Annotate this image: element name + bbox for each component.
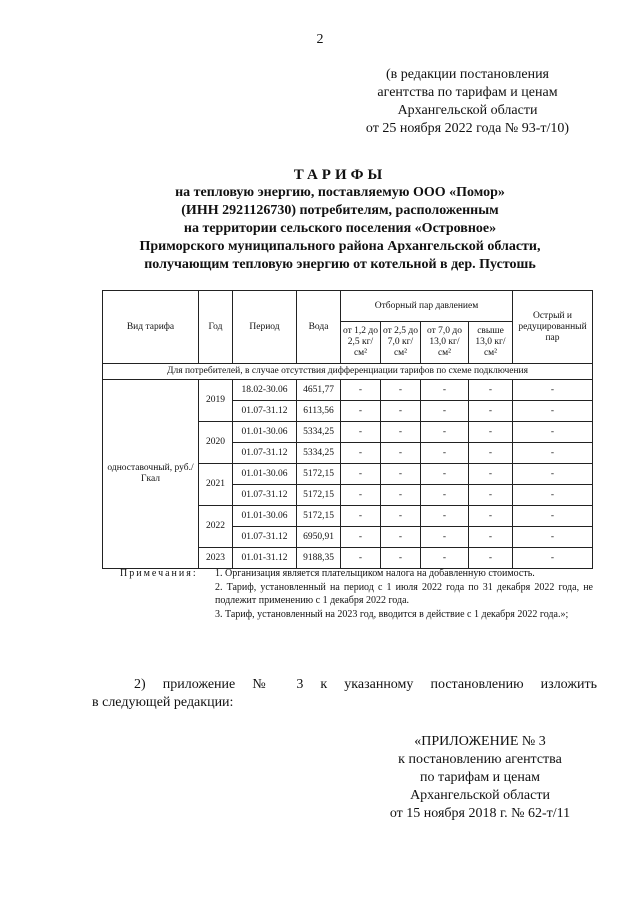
appendix-line: от 15 ноября 2018 г. № 62-т/11	[389, 806, 571, 821]
water-value-cell: 5172,15	[297, 506, 341, 527]
empty-value-cell: -	[381, 380, 421, 401]
notes-label: Примечания:	[120, 568, 198, 579]
year-cell: 2021	[199, 464, 233, 506]
title-line: на территории сельского поселения «Островное»	[183, 221, 497, 236]
empty-value-cell: -	[341, 422, 381, 443]
note-item: 3. Тариф, установленный на 2023 год, вводится в действие с 1 декабря 2022 года.»;	[215, 609, 569, 620]
appendix-line: «ПРИЛОЖЕНИЕ № 3	[414, 734, 546, 749]
header-steam-col: от 1,2 до 2,5 кг/см²	[341, 322, 381, 364]
year-cell: 2019	[199, 380, 233, 422]
period-cell: 01.01-30.06	[233, 464, 297, 485]
table-body	[103, 380, 593, 569]
table-row	[103, 380, 593, 401]
empty-value-cell: -	[341, 527, 381, 548]
title-heading: ТАРИФЫ	[293, 167, 387, 183]
period-cell: 01.07-31.12	[233, 485, 297, 506]
empty-value-cell: -	[421, 422, 469, 443]
empty-value-cell: -	[469, 401, 513, 422]
empty-value-cell: -	[469, 485, 513, 506]
empty-value-cell: -	[341, 548, 381, 569]
empty-value-cell: -	[421, 464, 469, 485]
edition-line: от 25 ноября 2022 года № 93-т/10)	[365, 121, 570, 136]
empty-value-cell: -	[469, 422, 513, 443]
period-cell: 01.01-31.12	[233, 548, 297, 569]
appendix-line: к постановлению агентства	[398, 752, 562, 767]
water-value-cell: 5172,15	[297, 485, 341, 506]
header-period: Период	[233, 291, 297, 364]
empty-value-cell: -	[421, 380, 469, 401]
water-value-cell: 4651,77	[297, 380, 341, 401]
period-cell: 01.01-30.06	[233, 506, 297, 527]
empty-value-cell: -	[341, 464, 381, 485]
appendix-line: Архангельской области	[410, 788, 550, 803]
title-line: на тепловую энергию, поставляемую ООО «Помор»	[175, 185, 505, 200]
period-cell: 18.02-30.06	[233, 380, 297, 401]
appendix-line: по тарифам и ценам	[420, 770, 540, 785]
paragraph-line: в следующей редакции:	[92, 695, 234, 710]
water-value-cell: 6950,91	[297, 527, 341, 548]
empty-value-cell: -	[341, 401, 381, 422]
title-line: получающим тепловую энергию от котельной в дер. Пустошь	[144, 257, 536, 272]
paragraph-line: 2) приложение № 3 к указанному постановлению изложить	[134, 677, 597, 692]
empty-value-cell: -	[381, 506, 421, 527]
tariff-type-cell: одноставочный, руб./Гкал	[103, 380, 199, 569]
header-steam-group: Отборный пар давлением	[341, 291, 513, 322]
empty-value-cell: -	[469, 464, 513, 485]
note-item: 2. Тариф, установленный на период с 1 июля 2022 года по 31 декабря 2022 года, не подлежит применению с 1 декабря 2022 года.	[215, 582, 593, 606]
header-tariff-type: Вид тарифа	[103, 291, 199, 364]
note-item: 1. Организация является плательщиком налога на добавленную стоимость.	[215, 568, 535, 579]
empty-value-cell: -	[513, 485, 593, 506]
empty-value-cell: -	[421, 485, 469, 506]
empty-value-cell: -	[421, 527, 469, 548]
empty-value-cell: -	[381, 485, 421, 506]
empty-value-cell: -	[421, 401, 469, 422]
empty-value-cell: -	[513, 401, 593, 422]
water-value-cell: 9188,35	[297, 548, 341, 569]
header-year: Год	[199, 291, 233, 364]
water-value-cell: 5172,15	[297, 464, 341, 485]
empty-value-cell: -	[513, 380, 593, 401]
header-steam-col: от 2,5 до 7,0 кг/см²	[381, 322, 421, 364]
empty-value-cell: -	[469, 443, 513, 464]
empty-value-cell: -	[513, 527, 593, 548]
tariff-table	[102, 290, 593, 569]
empty-value-cell: -	[381, 548, 421, 569]
header-sharp-steam: Острый и редуцированный пар	[513, 291, 593, 364]
empty-value-cell: -	[469, 506, 513, 527]
document-title	[80, 166, 600, 274]
empty-value-cell: -	[469, 380, 513, 401]
edition-line: (в редакции постановления	[385, 67, 550, 82]
empty-value-cell: -	[381, 464, 421, 485]
empty-value-cell: -	[513, 506, 593, 527]
empty-value-cell: -	[341, 380, 381, 401]
appendix-header	[360, 733, 600, 823]
period-cell: 01.07-31.12	[233, 443, 297, 464]
title-line: (ИНН 2921126730) потребителям, расположенным	[181, 203, 499, 218]
header-steam-col: свыше 13,0 кг/см²	[469, 322, 513, 364]
edition-line: Архангельской области	[397, 103, 538, 118]
amendment-paragraph	[92, 676, 597, 712]
year-cell: 2023	[199, 548, 233, 569]
notes-list	[215, 567, 593, 622]
empty-value-cell: -	[469, 527, 513, 548]
water-value-cell: 6113,56	[297, 401, 341, 422]
period-cell: 01.01-30.06	[233, 422, 297, 443]
empty-value-cell: -	[381, 527, 421, 548]
empty-value-cell: -	[513, 548, 593, 569]
empty-value-cell: -	[341, 485, 381, 506]
empty-value-cell: -	[341, 443, 381, 464]
empty-value-cell: -	[421, 548, 469, 569]
empty-value-cell: -	[469, 548, 513, 569]
header-steam-col: от 7,0 до 13,0 кг/см²	[421, 322, 469, 364]
empty-value-cell: -	[513, 422, 593, 443]
header-water: Вода	[297, 291, 341, 364]
group-row: Для потребителей, в случае отсутствия дифференциации тарифов по схеме подключения	[103, 364, 593, 380]
empty-value-cell: -	[381, 422, 421, 443]
title-line: Приморского муниципального района Архангельской области,	[139, 239, 541, 254]
year-cell: 2022	[199, 506, 233, 548]
empty-value-cell: -	[381, 401, 421, 422]
empty-value-cell: -	[421, 506, 469, 527]
water-value-cell: 5334,25	[297, 443, 341, 464]
page-number: 2	[316, 32, 324, 47]
empty-value-cell: -	[513, 443, 593, 464]
empty-value-cell: -	[341, 506, 381, 527]
empty-value-cell: -	[421, 443, 469, 464]
year-cell: 2020	[199, 422, 233, 464]
edition-line: агентства по тарифам и ценам	[377, 85, 558, 100]
period-cell: 01.07-31.12	[233, 401, 297, 422]
edition-note	[340, 66, 595, 138]
empty-value-cell: -	[513, 464, 593, 485]
empty-value-cell: -	[381, 443, 421, 464]
water-value-cell: 5334,25	[297, 422, 341, 443]
period-cell: 01.07-31.12	[233, 527, 297, 548]
